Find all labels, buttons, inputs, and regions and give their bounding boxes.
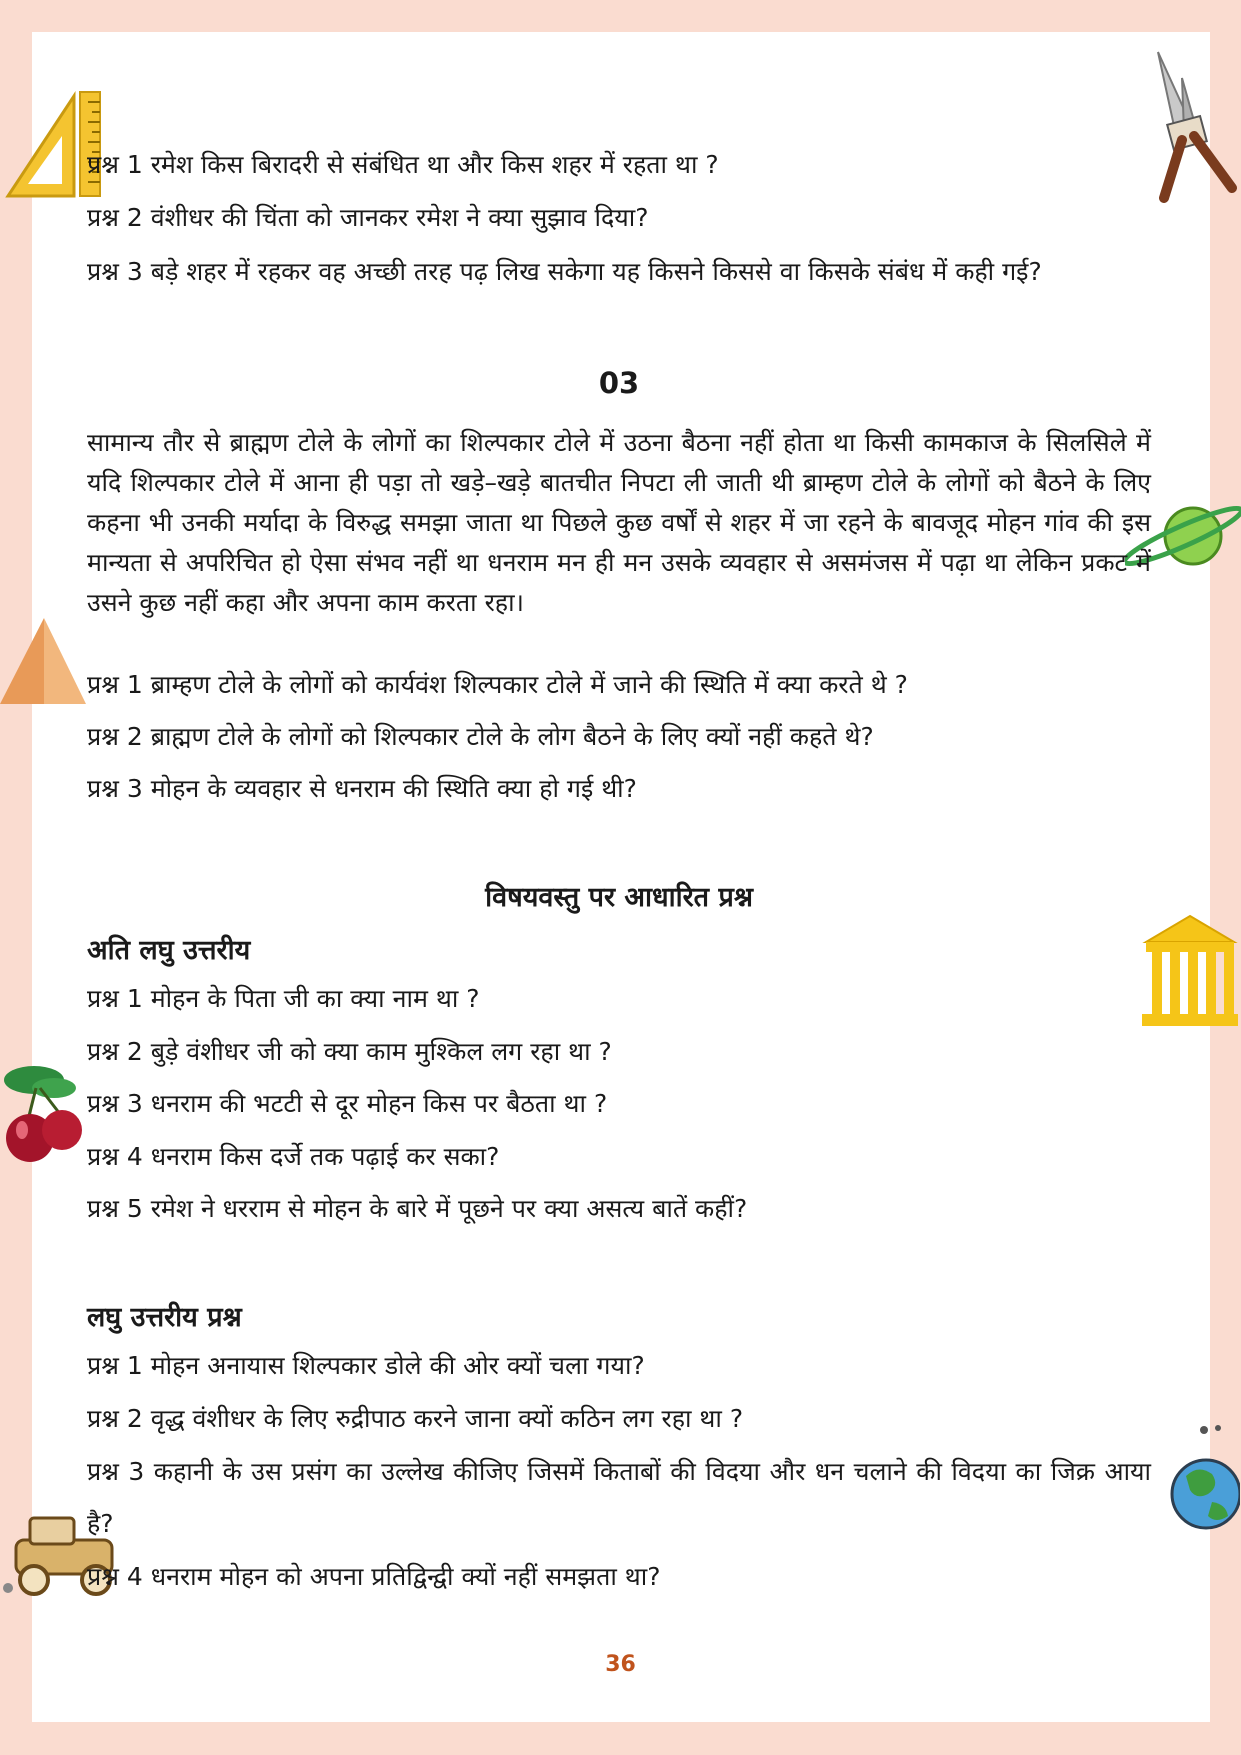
question-text: प्रश्न 3 बड़े शहर में रहकर वह अच्छी तरह पढ़ लिख सकेगा यह किसने किससे वा किसके संबंध में कही गई? (87, 257, 1042, 286)
pyramid-icon (0, 614, 88, 706)
cherries-icon (0, 1058, 88, 1168)
question-text: प्रश्न 2 बुड़े वंशीधर जी को क्या काम मुश्किल लग रहा था ? (87, 1037, 612, 1066)
question-text: प्रश्न 2 वृद्ध वंशीधर के लिए रुद्रीपाठ करने जाना क्यों कठिन लग रहा था ? (87, 1404, 744, 1433)
question-text: प्रश्न 1 ब्राम्हण टोले के लोगों को कार्यवंश शिल्पकार टोले में जाने की स्थिति में क्या करते थे ? (87, 670, 908, 699)
question-text: प्रश्न 4 धनराम मोहन को अपना प्रतिद्विन्द्वी क्यों नहीं समझता था? (87, 1562, 661, 1591)
section-title: विषयवस्तु पर आधारित प्रश्न (485, 882, 753, 913)
passage-number: 03 (598, 366, 640, 400)
question-text: प्रश्न 3 मोहन के व्यवहार से धनराम की स्थिति क्या हो गई थी? (87, 774, 637, 803)
pillar-temple-icon (1140, 912, 1240, 1030)
question-text: प्रश्न 2 वंशीधर की चिंता को जानकर रमेश ने क्या सुझाव दिया? (87, 203, 649, 232)
question-text: प्रश्न 1 मोहन के पिता जी का क्या नाम था ? (87, 984, 480, 1013)
question-text: प्रश्न 1 मोहन अनायास शिल्पकार डोले की ओर क्यों चला गया? (87, 1351, 645, 1380)
globe-icon (1168, 1424, 1240, 1534)
subheading-short: लघु उत्तरीय प्रश्न (87, 1302, 242, 1333)
subheading-very-short: अति लघु उत्तरीय (87, 935, 251, 966)
question-text: प्रश्न 3 धनराम की भटटी से दूर मोहन किस पर बैठता था ? (87, 1089, 608, 1118)
question-text: प्रश्न 1 रमेश किस बिरादरी से संबंधित था और किस शहर में रहता था ? (87, 150, 719, 179)
set-square-ruler-icon (4, 88, 104, 200)
page-number: 36 (605, 1652, 636, 1677)
question-text: प्रश्न 4 धनराम किस दर्जे तक पढ़ाई कर सका? (87, 1142, 500, 1171)
question-text: प्रश्न 5 रमेश ने धरराम से मोहन के बारे में पूछने पर क्या असत्य बातें कहीं? (87, 1194, 748, 1223)
question-text: प्रश्न 2 ब्राह्मण टोले के लोगों को शिल्पकार टोले के लोग बैठने के लिए क्यों नहीं कहते थे? (87, 722, 874, 751)
question-text: प्रश्न 3 कहानी के उस प्रसंग का उल्लेख कीजिए जिसमें किताबों की विदया और धन चलाने की विदया का जिक्र आया है? (87, 1457, 1151, 1538)
passage-paragraph: सामान्य तौर से ब्राह्मण टोले के लोगों का शिल्पकार टोले में उठना बैठना नहीं होता था किसी कामकाज के सिलसिले में यदि शिल्पकार टोले में आना ही पड़ा तो खड़े–खड़े बातचीत निपटा ली जाती थी ब्राम्हण टोले के लोगों को बैठने के लिए कहना भी उनकी मर्यादा के विरुद्ध समझा जाता था पिछले कुछ वर्षों से शहर में जा रहने के बावजूद मोहन गांव की इस मान्यता से अपरिचित हो ऐसा संभव नहीं था धनराम मन ही मन उसके व्यवहार से असमंजस में पढ़ा था लेकिन प्रकट में उसने कुछ नहीं कहा और अपना काम करता रहा। (87, 428, 1151, 617)
pruning-shears-icon (1148, 48, 1238, 203)
